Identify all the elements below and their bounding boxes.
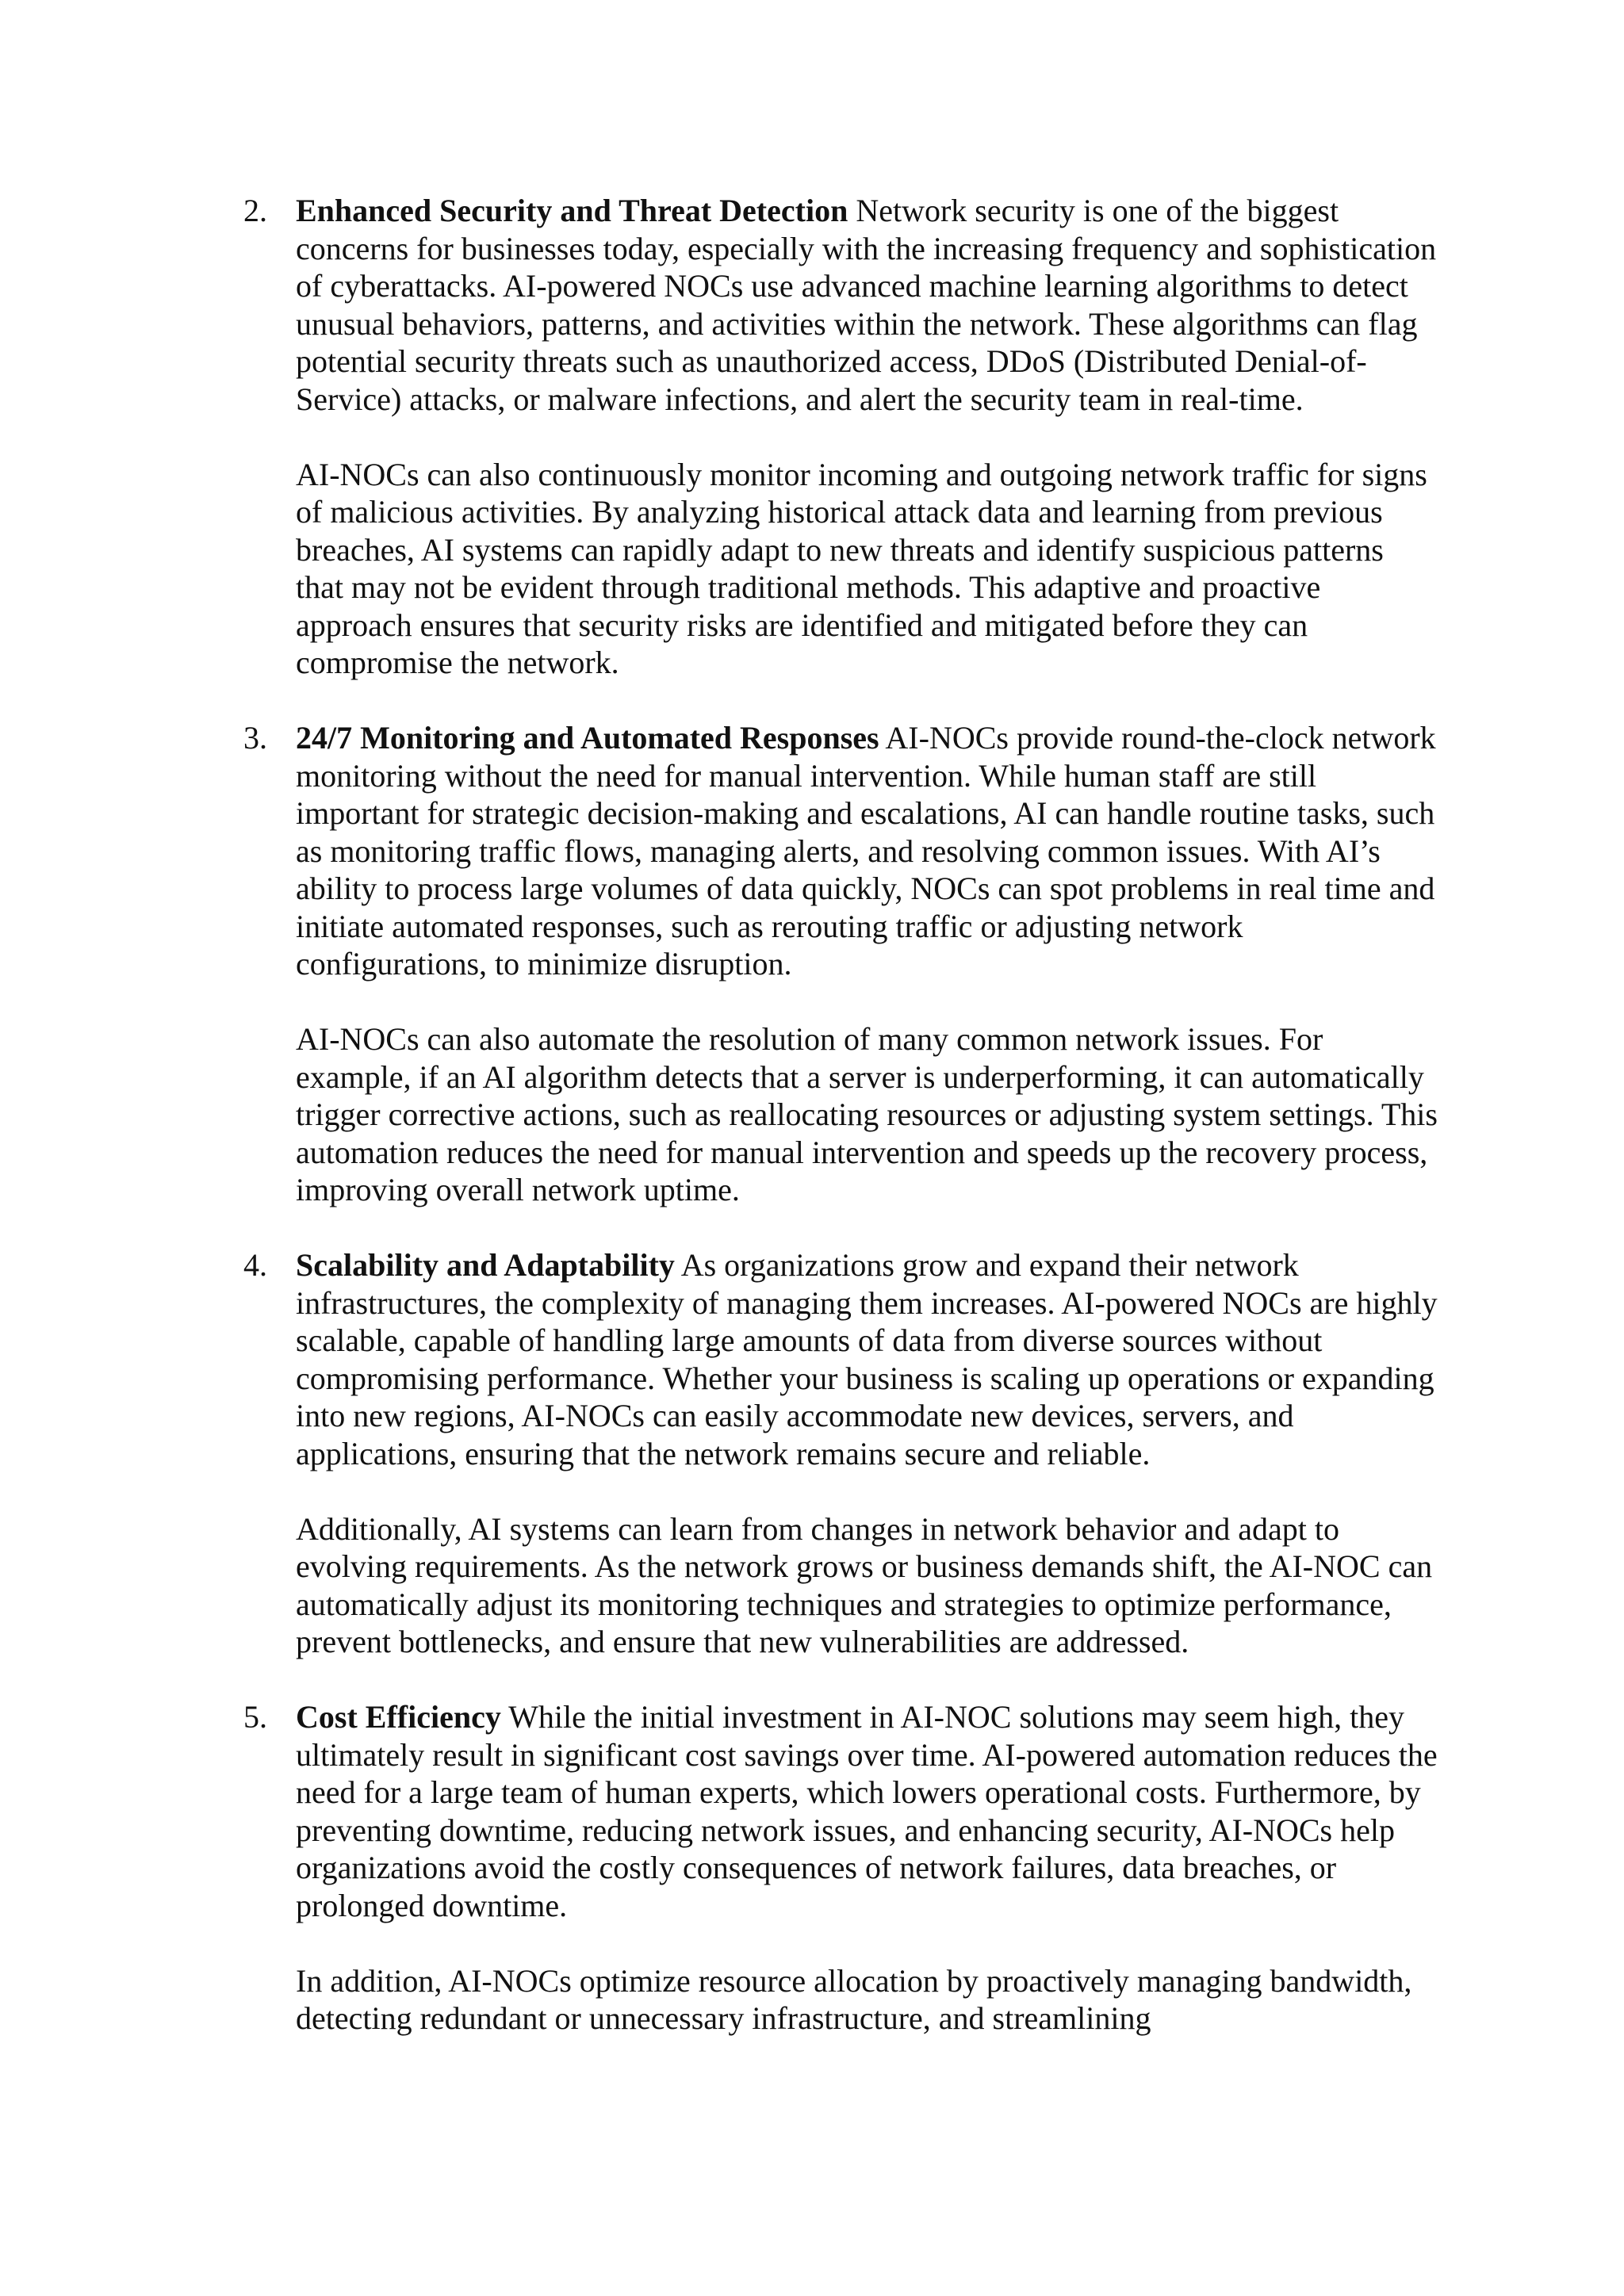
list-item-heading: Scalability and Adaptability: [296, 1247, 675, 1283]
list-item-heading: Enhanced Security and Threat Detection: [296, 193, 848, 228]
list-item-paragraph: [296, 719, 1438, 983]
paragraph-text: AI-NOCs can also automate the resolution of many common network issues. For example, if an AI algorithm detects that a server is underperforming, it can automatically trigger corrective actions, such as reallocating resources or adjusting system settings. This automation reduces the need for manual intervention and speeds up the recovery process, improving overall network uptime.: [296, 1021, 1438, 1207]
numbered-list: [0, 192, 1624, 2038]
list-item-number: 5.: [243, 1699, 267, 1735]
paragraph-text: Network security is one of the biggest concerns for businesses today, especially with the increasing frequency and sophistication of cyberattacks. AI-powered NOCs use advanced machine learning algorithms to detect unusual behaviors, patterns, and activities within the network. These algorithms can flag potential security threats such as unauthorized access, DDoS (Distributed Denial-of-Service) attacks, or malware infections, and alert the security team in real-time.: [296, 193, 1437, 417]
list-item-number: 2.: [243, 193, 267, 228]
list-item-paragraph: [296, 1246, 1438, 1472]
list-item-paragraph: [296, 1698, 1438, 1924]
paragraph-text: Additionally, AI systems can learn from changes in network behavior and adapt to evolving requirements. As the network grows or business demands shift, the AI-NOC can automatically adjust its monitoring techniques and strategies to optimize performance, prevent bottlenecks, and ensure that new vulnerabilities are addressed.: [296, 1510, 1433, 1659]
list-item-paragraph: [296, 1962, 1438, 2038]
list-item-number: 4.: [243, 1247, 267, 1283]
paragraph-text: While the initial investment in AI-NOC solutions may seem high, they ultimately result in significant cost savings over time. AI-powered automation reduces the need for a large team of human experts, which lowers operational costs. Furthermore, by preventing downtime, reducing network issues, and enhancing security, AI-NOCs help organizations avoid the costly consequences of network failures, data breaches, or prolonged downtime.: [296, 1699, 1438, 1923]
list-item: [0, 719, 1624, 1209]
list-item: [0, 192, 1624, 682]
list-item-heading: 24/7 Monitoring and Automated Responses: [296, 720, 879, 756]
list-item-number: 3.: [243, 720, 267, 756]
paragraph-text: AI-NOCs provide round-the-clock network monitoring without the need for manual intervention. While human staff are still important for strategic decision-making and escalations, AI can handle routine tasks, such as monitoring traffic flows, managing alerts, and resolving common issues. With AI’s ability to process large volumes of data quickly, NOCs can spot problems in real time and initiate automated responses, such as rerouting traffic or adjusting network configurations, to minimize disruption.: [296, 720, 1436, 982]
list-item-heading: Cost Efficiency: [296, 1699, 501, 1735]
list-item: [0, 1698, 1624, 2038]
list-item-paragraph: [296, 1510, 1438, 1661]
list-item: [0, 1246, 1624, 1661]
list-item-paragraph: [296, 1020, 1438, 1209]
paragraph-text: As organizations grow and expand their network infrastructures, the complexity of managing them increases. AI-powered NOCs are highly scalable, capable of handling large amounts of data from diverse sources without compromising performance. Whether your business is scaling up operations or expanding into new regions, AI-NOCs can easily accommodate new devices, servers, and applications, ensuring that the network remains secure and reliable.: [296, 1247, 1438, 1471]
list-item-paragraph: [296, 192, 1438, 418]
list-item-paragraph: [296, 456, 1438, 682]
paragraph-text: In addition, AI-NOCs optimize resource allocation by proactively managing bandwidth, detecting redundant or unnecessary infrastructure, and streamlining: [296, 1962, 1412, 2036]
paragraph-text: AI-NOCs can also continuously monitor incoming and outgoing network traffic for signs of malicious activities. By analyzing historical attack data and learning from previous breaches, AI systems can rapidly adapt to new threats and identify suspicious patterns that may not be evident through traditional methods. This adaptive and proactive approach ensures that security risks are identified and mitigated before they can compromise the network.: [296, 456, 1427, 680]
